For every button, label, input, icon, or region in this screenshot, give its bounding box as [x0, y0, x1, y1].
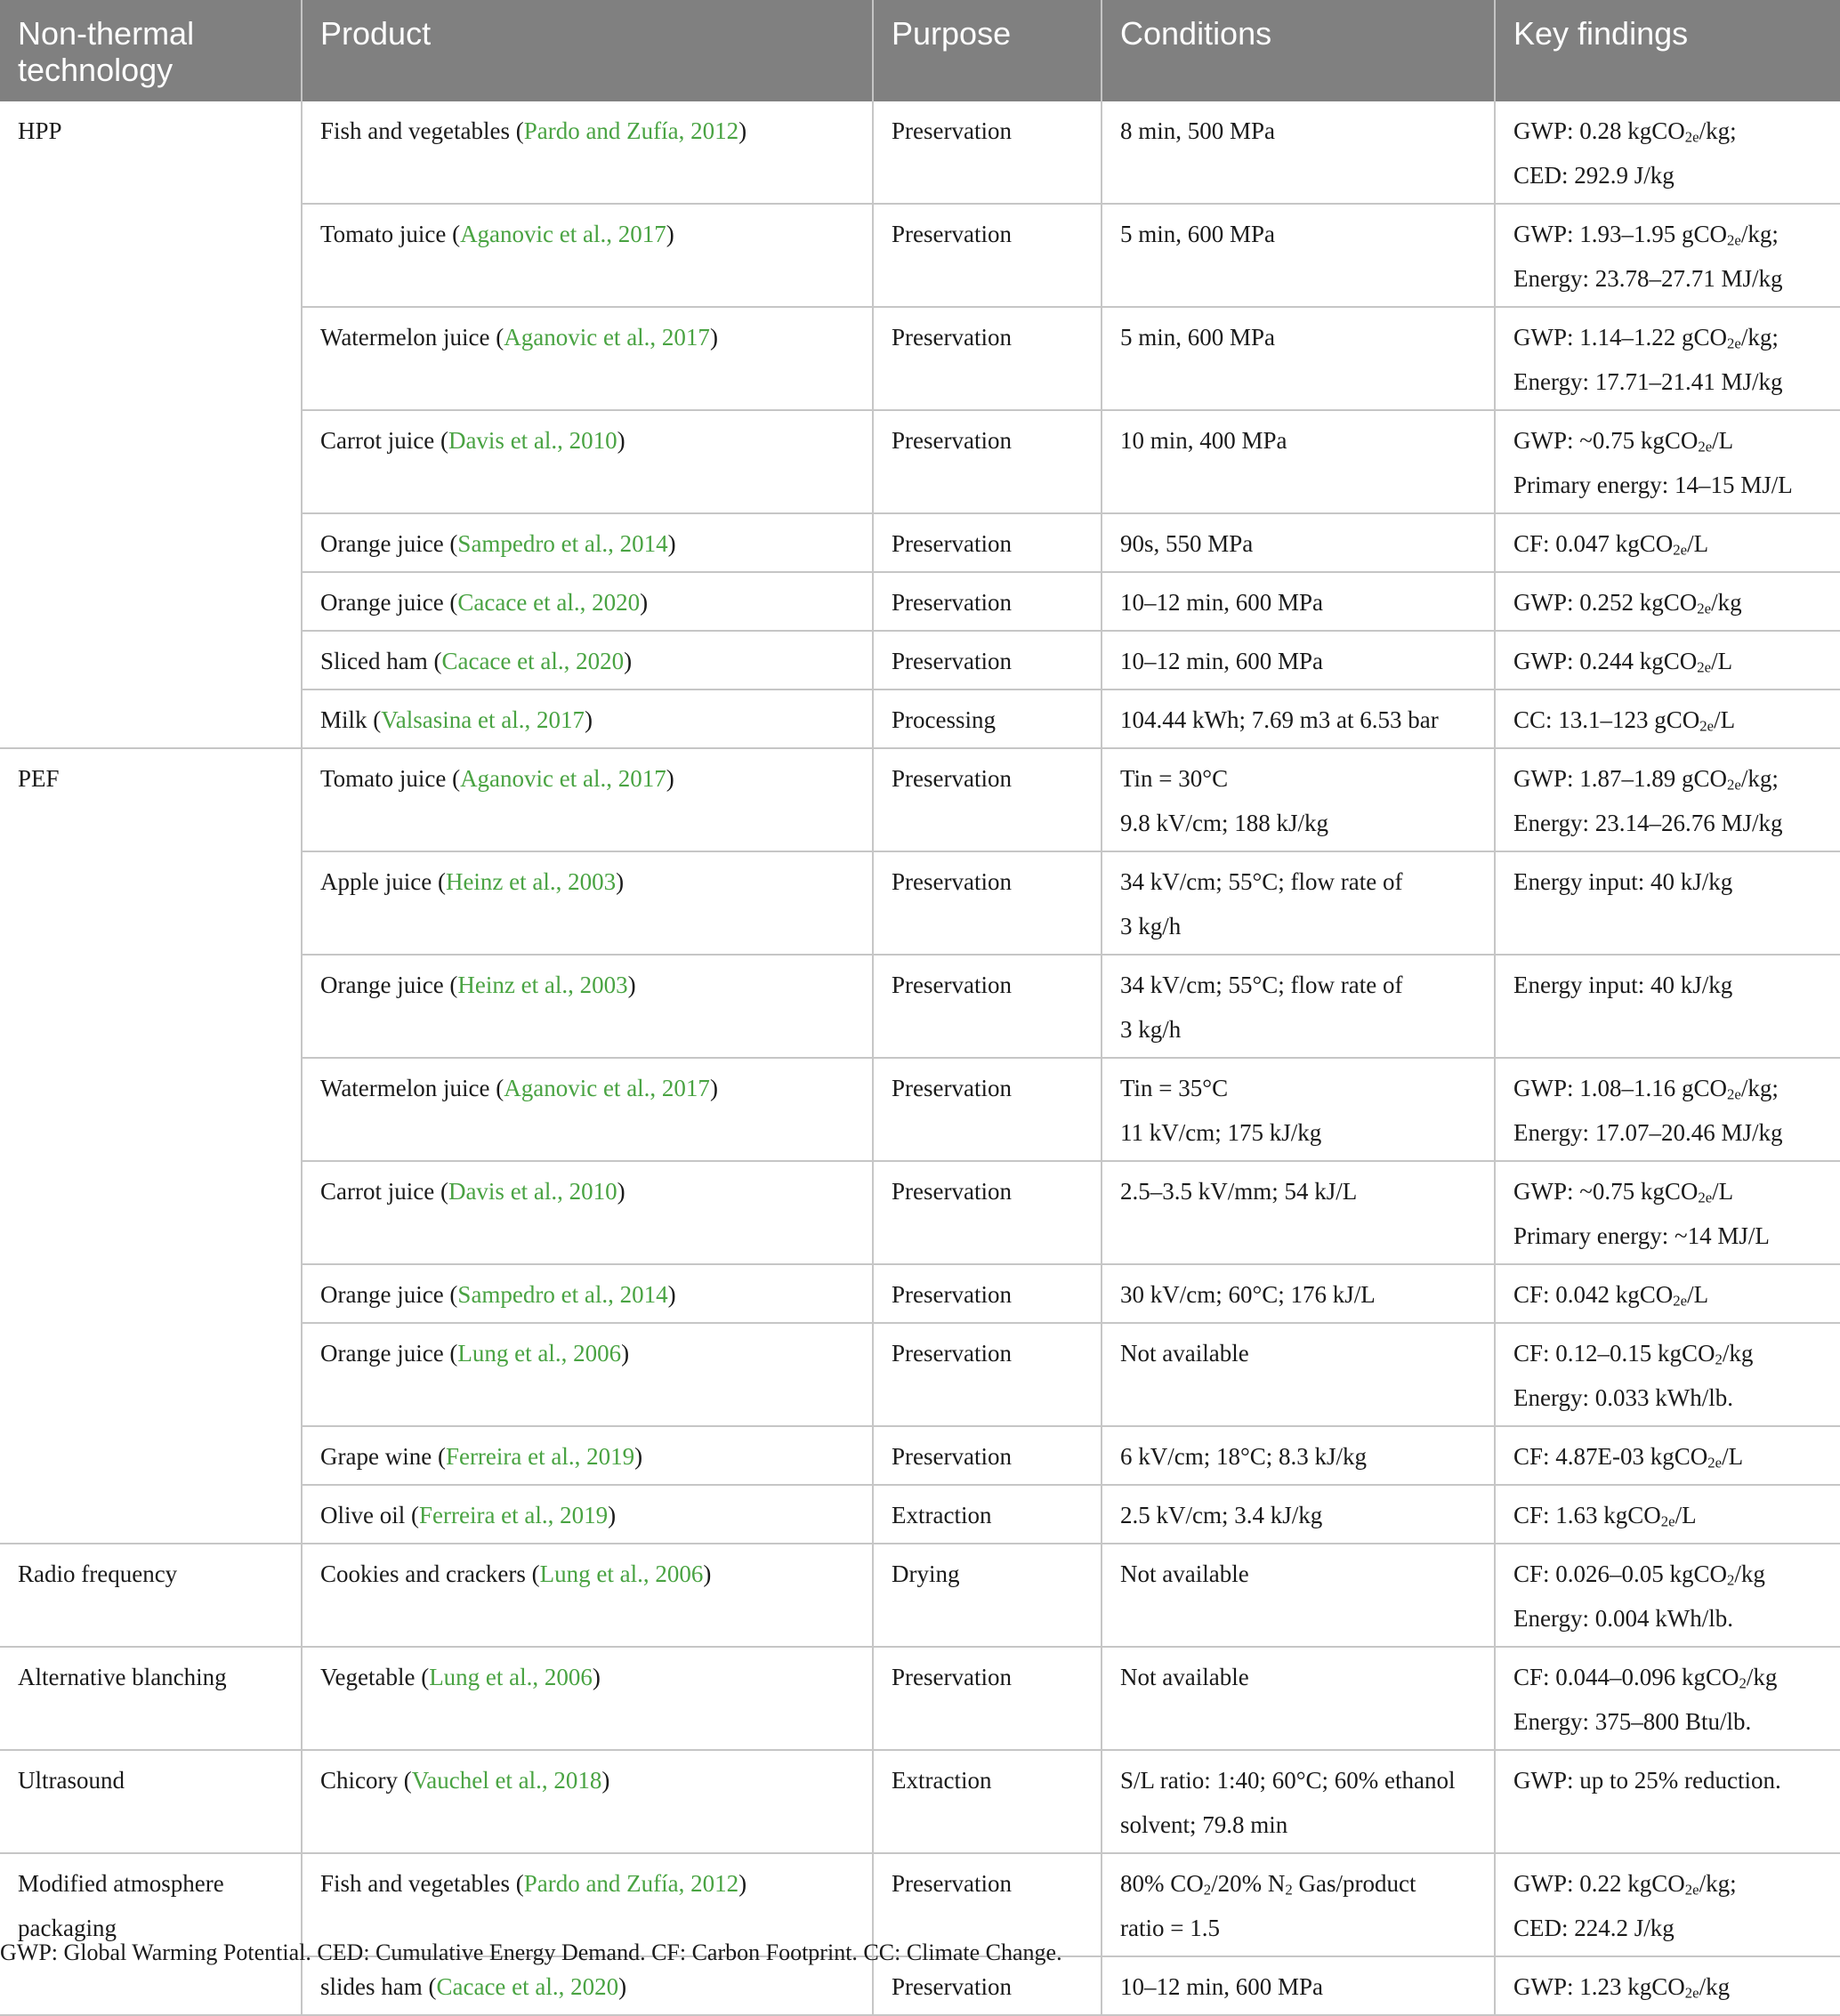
product-cell: Fish and vegetables (Pardo and Zufía, 2012) — [302, 1853, 873, 1956]
key-findings-cell — [1495, 1161, 1840, 1264]
table-footnote: GWP: Global Warming Potential. CED: Cumulative Energy Demand. CF: Carbon Footprint. CC: Climate Change. — [0, 1939, 1062, 1965]
table-row — [0, 748, 1840, 851]
purpose-cell: Preservation — [873, 513, 1102, 572]
table-header — [0, 0, 1840, 101]
conditions-line: 34 kV/cm; 55°C; flow rate of — [1120, 868, 1403, 895]
conditions-line: 5 min, 600 MPa — [1120, 221, 1276, 247]
table-row — [0, 1750, 1840, 1853]
table-body — [0, 101, 1840, 2015]
conditions-cell — [1102, 1058, 1495, 1161]
key-findings-cell — [1495, 572, 1840, 631]
key-findings-line: Energy: 23.78–27.71 MJ/kg — [1513, 265, 1783, 292]
conditions-cell — [1102, 1426, 1495, 1485]
table-row — [0, 101, 1840, 204]
product-cell: Olive oil (Ferreira et al., 2019) — [302, 1485, 873, 1544]
conditions-cell — [1102, 513, 1495, 572]
key-findings-line: CF: 1.63 kgCO$_{2e}$/L — [1513, 1502, 1697, 1530]
product-cell: Carrot juice (Davis et al., 2010) — [302, 1161, 873, 1264]
purpose-cell: Preservation — [873, 572, 1102, 631]
conditions-line: 3 kg/h — [1120, 913, 1182, 939]
product-cell: Watermelon juice (Aganovic et al., 2017) — [302, 307, 873, 410]
technology-cell: Ultrasound — [0, 1750, 302, 1853]
purpose-cell: Preservation — [873, 307, 1102, 410]
conditions-line: solvent; 79.8 min — [1120, 1811, 1288, 1838]
purpose-cell: Extraction — [873, 1485, 1102, 1544]
purpose-cell: Preservation — [873, 410, 1102, 513]
reference-link[interactable]: Cacace et al., 2020 — [457, 589, 641, 616]
conditions-line: 80% $CO_2/20\%$ $N_2$ Gas/product — [1120, 1870, 1416, 1899]
reference-link[interactable]: Davis et al., 2010 — [448, 427, 617, 454]
reference-link[interactable]: Lung et al., 2006 — [539, 1560, 704, 1587]
purpose-cell: Preservation — [873, 1956, 1102, 2015]
product-cell: Watermelon juice (Aganovic et al., 2017) — [302, 1058, 873, 1161]
key-findings-line: CF: 0.047 kgCO$_{2e}$/L — [1513, 530, 1709, 559]
key-findings-line: Primary energy: ~14 MJ/L — [1513, 1222, 1770, 1249]
conditions-cell — [1102, 851, 1495, 955]
purpose-cell: Drying — [873, 1544, 1102, 1647]
purpose-cell: Preservation — [873, 1426, 1102, 1485]
conditions-line: Not available — [1120, 1560, 1249, 1587]
key-findings-cell — [1495, 1647, 1840, 1750]
key-findings-line: GWP: 1.14–1.22 gCO$_{2e}$/kg; — [1513, 324, 1779, 352]
reference-link[interactable]: Valsasina et al., 2017 — [381, 706, 585, 733]
conditions-line: Not available — [1120, 1340, 1249, 1367]
key-findings-line: Energy: 23.14–26.76 MJ/kg — [1513, 810, 1783, 836]
reference-link[interactable]: Vauchel et al., 2018 — [411, 1767, 602, 1794]
conditions-line: 10–12 min, 600 MPa — [1120, 648, 1324, 674]
conditions-line: 3 kg/h — [1120, 1016, 1182, 1043]
conditions-line: 104.44 kWh; 7.69 m3 at 6.53 bar — [1120, 706, 1439, 733]
technology-cell: Modified atmosphere packaging — [0, 1853, 302, 2015]
key-findings-cell — [1495, 1544, 1840, 1647]
conditions-line: 10–12 min, 600 MPa — [1120, 1973, 1324, 2000]
key-findings-line: GWP: 0.244 kgCO$_{2e}$/L — [1513, 648, 1733, 676]
conditions-cell — [1102, 307, 1495, 410]
conditions-cell — [1102, 1323, 1495, 1426]
key-findings-cell — [1495, 631, 1840, 689]
purpose-cell: Preservation — [873, 748, 1102, 851]
product-cell: Orange juice (Lung et al., 2006) — [302, 1323, 873, 1426]
conditions-line: 34 kV/cm; 55°C; flow rate of — [1120, 972, 1403, 998]
key-findings-line: CED: 292.9 J/kg — [1513, 162, 1675, 189]
conditions-line: 30 kV/cm; 60°C; 176 kJ/L — [1120, 1281, 1376, 1308]
product-cell: Grape wine (Ferreira et al., 2019) — [302, 1426, 873, 1485]
purpose-cell: Preservation — [873, 1647, 1102, 1750]
conditions-cell — [1102, 1264, 1495, 1323]
purpose-cell: Preservation — [873, 851, 1102, 955]
product-cell: Cookies and crackers (Lung et al., 2006) — [302, 1544, 873, 1647]
key-findings-line: CF: 0.044–0.096 kgCO$_2$/kg — [1513, 1664, 1778, 1692]
header-technology: Non-thermal technology — [0, 0, 302, 101]
key-findings-line: Energy input: 40 kJ/kg — [1513, 972, 1733, 998]
conditions-cell — [1102, 410, 1495, 513]
conditions-line: 6 kV/cm; 18°C; 8.3 kJ/kg — [1120, 1443, 1368, 1470]
reference-link[interactable]: Cacace et al., 2020 — [441, 648, 625, 674]
conditions-line: 9.8 kV/cm; 188 kJ/kg — [1120, 810, 1328, 836]
product-cell: Tomato juice (Aganovic et al., 2017) — [302, 204, 873, 307]
product-cell: Orange juice (Cacace et al., 2020) — [302, 572, 873, 631]
conditions-cell — [1102, 748, 1495, 851]
header-conditions: Conditions — [1102, 0, 1495, 101]
key-findings-line: CED: 224.2 J/kg — [1513, 1915, 1675, 1941]
technology-cell: HPP — [0, 101, 302, 748]
key-findings-line: Energy: 17.71–21.41 MJ/kg — [1513, 368, 1783, 395]
header-product: Product — [302, 0, 873, 101]
key-findings-cell — [1495, 101, 1840, 204]
conditions-line: 90s, 550 MPa — [1120, 530, 1254, 557]
key-findings-cell — [1495, 1264, 1840, 1323]
product-cell: Fish and vegetables (Pardo and Zufía, 2012) — [302, 101, 873, 204]
purpose-cell: Preservation — [873, 1058, 1102, 1161]
key-findings-line: CF: 0.026–0.05 kgCO$_2$/kg — [1513, 1560, 1765, 1589]
key-findings-cell — [1495, 513, 1840, 572]
conditions-cell — [1102, 1485, 1495, 1544]
key-findings-cell — [1495, 1323, 1840, 1426]
key-findings-line: CC: 13.1–123 gCO$_{2e}$/L — [1513, 706, 1736, 735]
conditions-line: 8 min, 500 MPa — [1120, 117, 1276, 144]
purpose-cell: Processing — [873, 689, 1102, 748]
product-cell: Orange juice (Heinz et al., 2003) — [302, 955, 873, 1058]
conditions-cell — [1102, 955, 1495, 1058]
reference-link[interactable]: Heinz et al., 2003 — [457, 972, 628, 998]
table-row — [0, 1647, 1840, 1750]
key-findings-line: CF: 4.87E-03 kgCO$_{2e}$/L — [1513, 1443, 1744, 1472]
conditions-cell — [1102, 1161, 1495, 1264]
key-findings-line: GWP: 1.23 kgCO$_{2e}$/kg — [1513, 1973, 1731, 2002]
key-findings-line: Energy: 0.004 kWh/lb. — [1513, 1605, 1733, 1632]
reference-link[interactable]: Sampedro et al., 2014 — [457, 530, 668, 557]
table-row — [0, 1544, 1840, 1647]
conditions-cell — [1102, 689, 1495, 748]
reference-link[interactable]: Ferreira et al., 2019 — [418, 1502, 609, 1528]
reference-link[interactable]: Sampedro et al., 2014 — [457, 1281, 668, 1308]
product-cell: Orange juice (Sampedro et al., 2014) — [302, 513, 873, 572]
key-findings-cell — [1495, 410, 1840, 513]
reference-link[interactable]: Aganovic et al., 2017 — [504, 324, 710, 351]
conditions-line: ratio = 1.5 — [1120, 1915, 1220, 1941]
purpose-cell: Preservation — [873, 1161, 1102, 1264]
key-findings-line: GWP: ~0.75 kgCO$_{2e}$/L — [1513, 427, 1734, 456]
reference-link[interactable]: Pardo and Zufía, 2012 — [523, 117, 739, 144]
reference-link[interactable]: Aganovic et al., 2017 — [504, 1075, 710, 1101]
key-findings-cell — [1495, 1485, 1840, 1544]
conditions-cell — [1102, 572, 1495, 631]
conditions-line: 10–12 min, 600 MPa — [1120, 589, 1324, 616]
key-findings-cell — [1495, 204, 1840, 307]
reference-link[interactable]: Davis et al., 2010 — [448, 1178, 617, 1205]
key-findings-line: GWP: 1.08–1.16 gCO$_{2e}$/kg; — [1513, 1075, 1779, 1103]
conditions-cell — [1102, 1544, 1495, 1647]
purpose-cell: Preservation — [873, 631, 1102, 689]
purpose-cell: Preservation — [873, 204, 1102, 307]
product-cell: Milk (Valsasina et al., 2017) — [302, 689, 873, 748]
conditions-line: 2.5–3.5 kV/mm; 54 kJ/L — [1120, 1178, 1358, 1205]
key-findings-line: GWP: 0.28 kgCO$_{2e}$/kg; — [1513, 117, 1737, 146]
reference-link[interactable]: Lung et al., 2006 — [429, 1664, 593, 1690]
key-findings-cell — [1495, 955, 1840, 1058]
conditions-cell — [1102, 101, 1495, 204]
purpose-cell: Preservation — [873, 1853, 1102, 1956]
technology-cell: PEF — [0, 748, 302, 1544]
conditions-cell — [1102, 1750, 1495, 1853]
reference-link[interactable]: Pardo and Zufía, 2012 — [523, 1870, 739, 1897]
conditions-line: 5 min, 600 MPa — [1120, 324, 1276, 351]
reference-link[interactable]: Aganovic et al., 2017 — [460, 221, 666, 247]
product-cell: Chicory (Vauchel et al., 2018) — [302, 1750, 873, 1853]
key-findings-line: Primary energy: 14–15 MJ/L — [1513, 472, 1793, 498]
key-findings-cell — [1495, 307, 1840, 410]
key-findings-line: Energy: 17.07–20.46 MJ/kg — [1513, 1119, 1783, 1146]
product-cell: Sliced ham (Cacace et al., 2020) — [302, 631, 873, 689]
key-findings-cell — [1495, 1058, 1840, 1161]
reference-link[interactable]: Heinz et al., 2003 — [445, 868, 617, 895]
key-findings-cell — [1495, 748, 1840, 851]
conditions-line: Tin = 30°C — [1120, 765, 1229, 792]
key-findings-line: Energy input: 40 kJ/kg — [1513, 868, 1733, 895]
product-cell: Orange juice (Sampedro et al., 2014) — [302, 1264, 873, 1323]
header-purpose: Purpose — [873, 0, 1102, 101]
key-findings-line: CF: 0.042 kgCO$_{2e}$/L — [1513, 1281, 1709, 1310]
conditions-cell — [1102, 204, 1495, 307]
conditions-line: S/L ratio: 1:40; 60°C; 60% ethanol — [1120, 1767, 1456, 1794]
conditions-line: 2.5 kV/cm; 3.4 kJ/kg — [1120, 1502, 1323, 1528]
key-findings-cell — [1495, 1426, 1840, 1485]
key-findings-line: CF: 0.12–0.15 kgCO$_2$/kg — [1513, 1340, 1754, 1368]
key-findings-line: GWP: up to 25% reduction. — [1513, 1767, 1781, 1794]
purpose-cell: Preservation — [873, 101, 1102, 204]
purpose-cell: Preservation — [873, 1264, 1102, 1323]
conditions-line: 10 min, 400 MPa — [1120, 427, 1287, 454]
header-key-findings: Key findings — [1495, 0, 1840, 101]
reference-link[interactable]: Cacace et al., 2020 — [436, 1973, 619, 2000]
product-cell: Apple juice (Heinz et al., 2003) — [302, 851, 873, 955]
technology-cell: Alternative blanching — [0, 1647, 302, 1750]
product-cell: slides ham (Cacace et al., 2020) — [302, 1956, 873, 2015]
product-cell: Vegetable (Lung et al., 2006) — [302, 1647, 873, 1750]
key-findings-line: GWP: 1.87–1.89 gCO$_{2e}$/kg; — [1513, 765, 1779, 794]
key-findings-line: Energy: 0.033 kWh/lb. — [1513, 1384, 1733, 1411]
conditions-cell — [1102, 631, 1495, 689]
key-findings-line: Energy: 375–800 Btu/lb. — [1513, 1708, 1752, 1735]
key-findings-line: GWP: 1.93–1.95 gCO$_{2e}$/kg; — [1513, 221, 1779, 249]
technology-cell: Radio frequency — [0, 1544, 302, 1647]
key-findings-line: GWP: ~0.75 kgCO$_{2e}$/L — [1513, 1178, 1734, 1206]
key-findings-line: GWP: 0.22 kgCO$_{2e}$/kg; — [1513, 1870, 1737, 1899]
reference-link[interactable]: Lung et al., 2006 — [457, 1340, 622, 1367]
product-cell: Tomato juice (Aganovic et al., 2017) — [302, 748, 873, 851]
conditions-line: Tin = 35°C — [1120, 1075, 1229, 1101]
conditions-line: 11 kV/cm; 175 kJ/kg — [1120, 1119, 1322, 1146]
key-findings-cell — [1495, 1750, 1840, 1853]
product-cell: Carrot juice (Davis et al., 2010) — [302, 410, 873, 513]
key-findings-cell — [1495, 851, 1840, 955]
reference-link[interactable]: Ferreira et al., 2019 — [445, 1443, 635, 1470]
key-findings-cell — [1495, 689, 1840, 748]
conditions-line: Not available — [1120, 1664, 1249, 1690]
reference-link[interactable]: Aganovic et al., 2017 — [460, 765, 666, 792]
key-findings-line: GWP: 0.252 kgCO$_{2e}$/kg — [1513, 589, 1742, 617]
purpose-cell: Extraction — [873, 1750, 1102, 1853]
header-row — [0, 0, 1840, 101]
purpose-cell: Preservation — [873, 1323, 1102, 1426]
purpose-cell: Preservation — [873, 955, 1102, 1058]
conditions-cell — [1102, 1647, 1495, 1750]
